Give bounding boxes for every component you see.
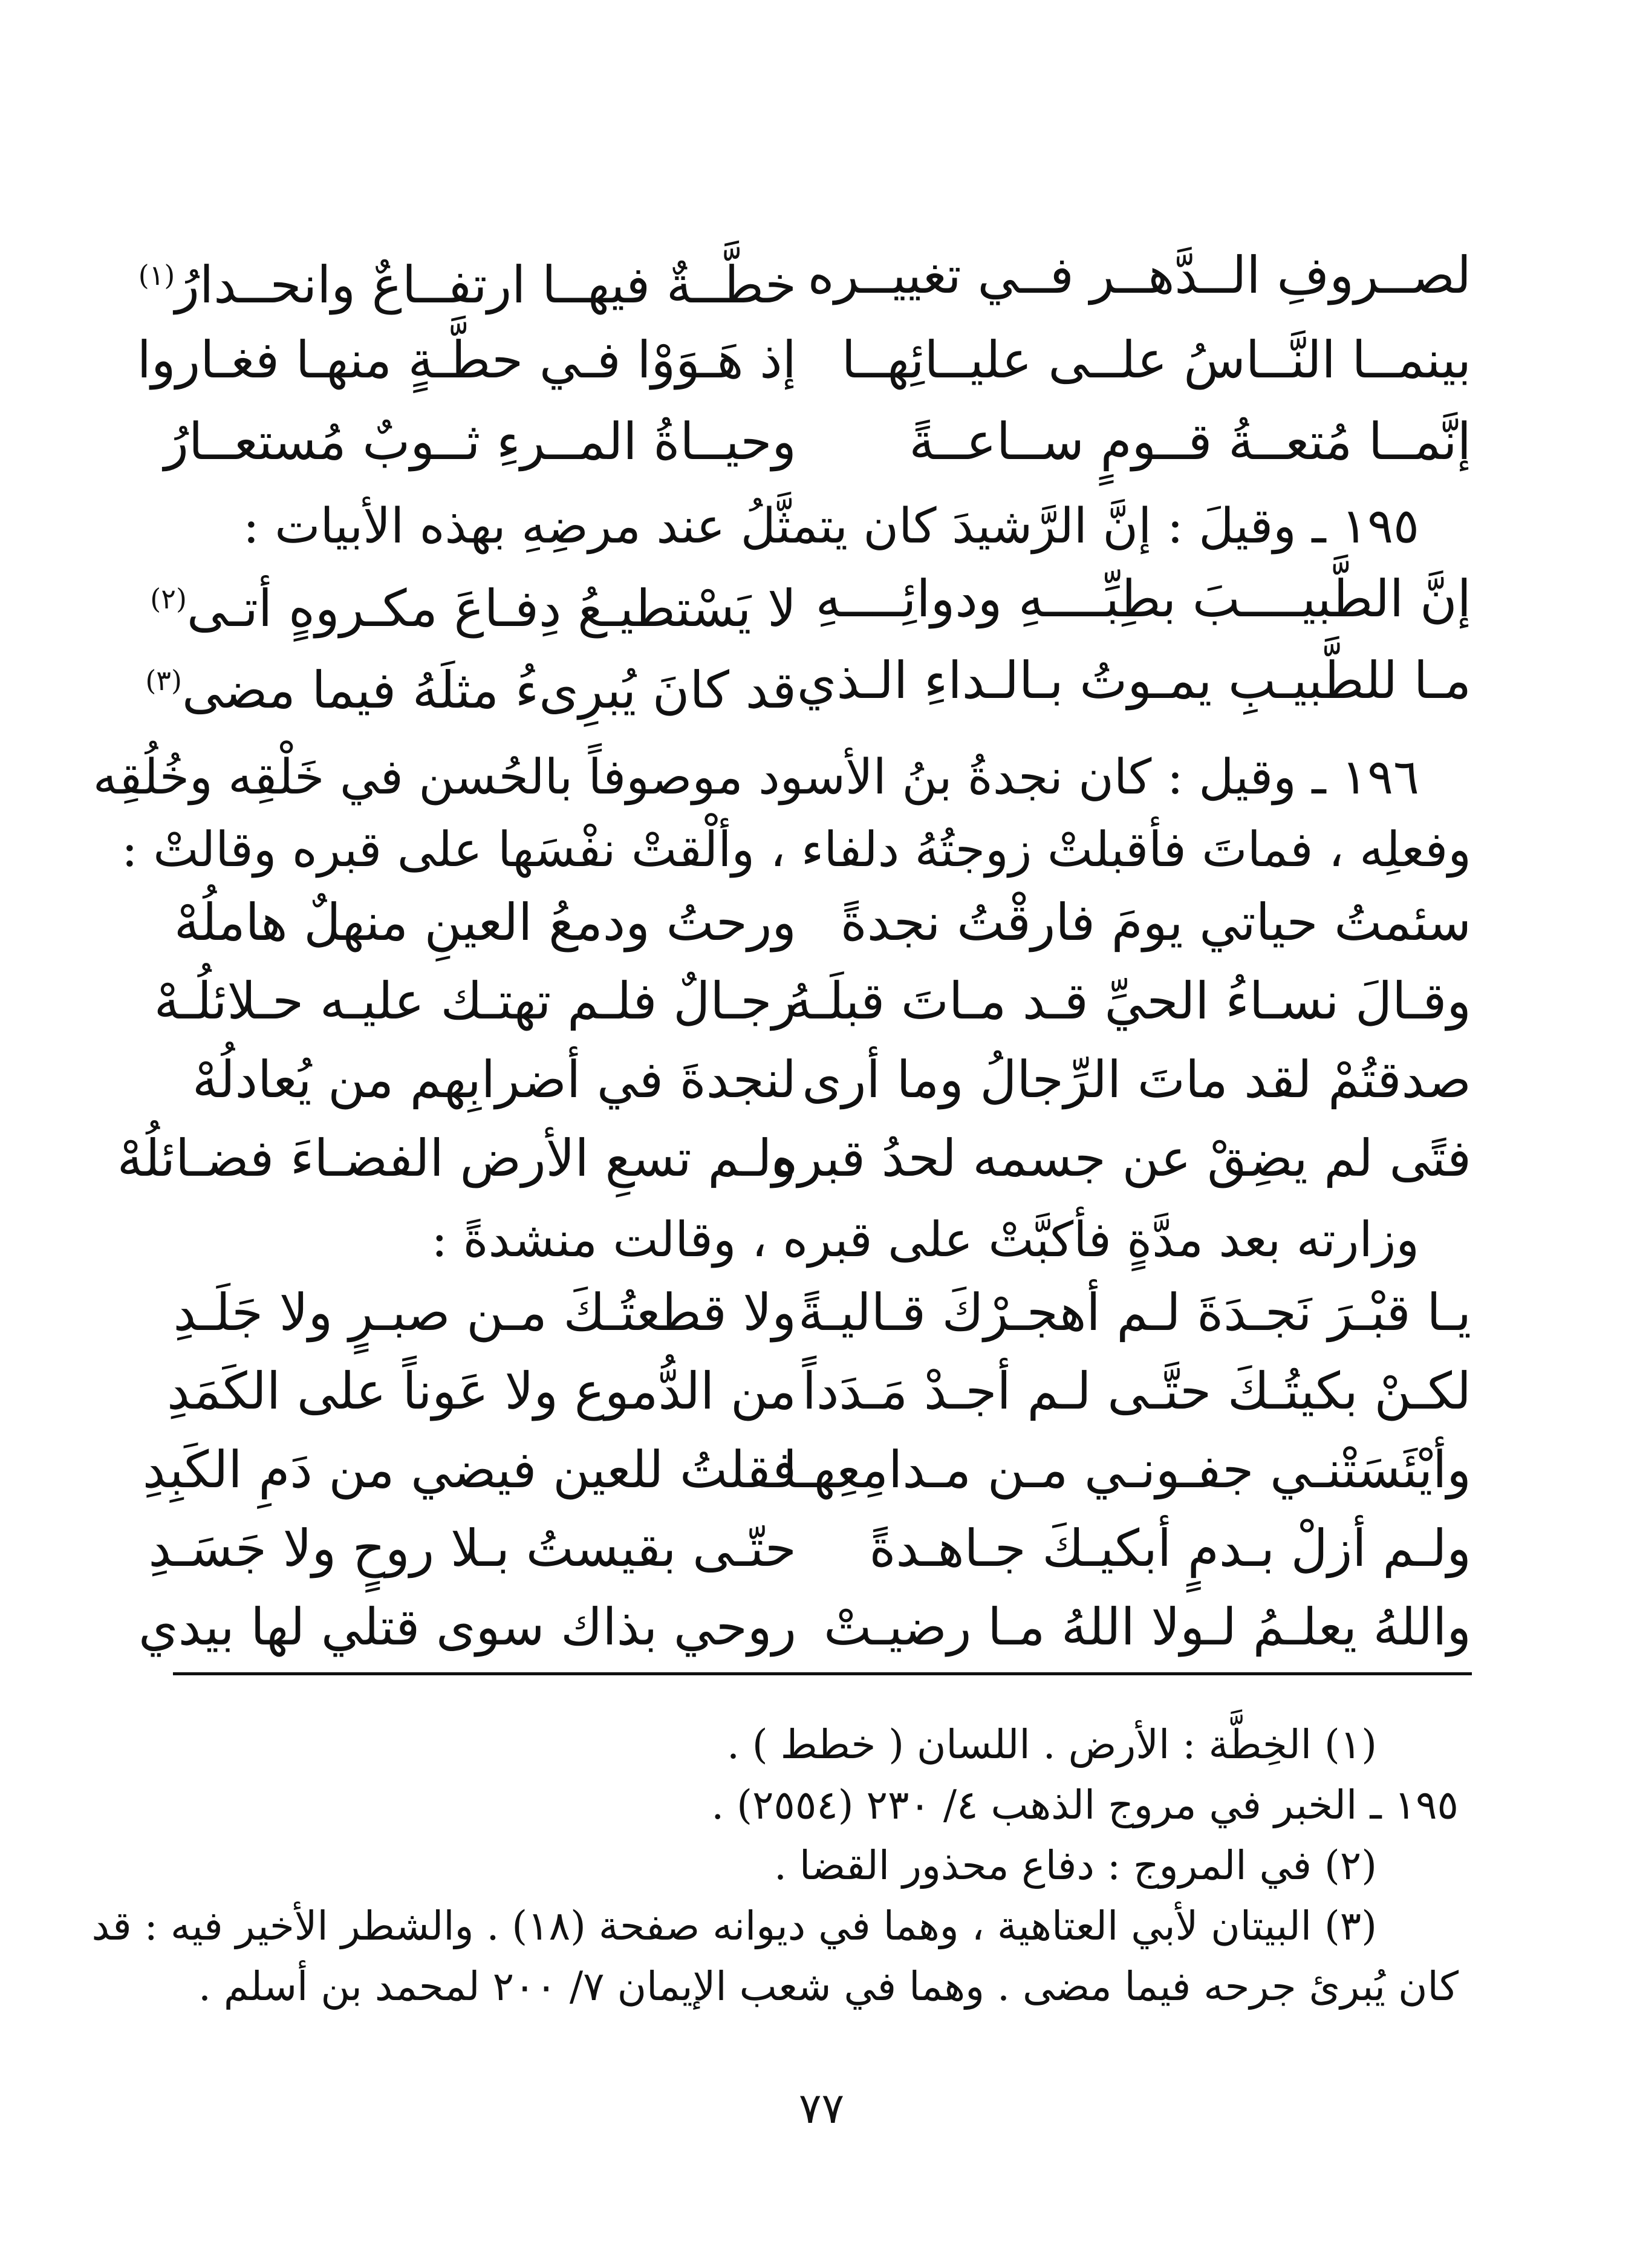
verse-right-hemistich: سئمتُ حياتي يومَ فارقْتُ نجدةً [840, 893, 1471, 952]
verse-right-hemistich: فتًى لم يضِقْ عن جسمه لحدُ قبره [771, 1129, 1471, 1188]
verse-left-hemistich: قد كانَ يُبرِىءُ مثلَهُ فيما مضى$^{(٣)}$ [145, 660, 796, 720]
verse-right-hemistich: مـا للطَّبيـبِ يمـوتُ بـالـداءِ الـذي [796, 651, 1471, 710]
verse-left-hemistich: روحي بذاك سوى قتلي لها بيدي [138, 1597, 796, 1657]
verse-left-hemistich: لا يَسْتطيـعُ دِفـاعَ مكـروهٍ أتـى$^{(٢)}$ [150, 579, 796, 638]
verse-right-hemistich: إنَّمــا مُتعــةُ قــومٍ ســاعــةً [909, 412, 1471, 471]
page-number: ٧٧ [798, 2084, 845, 2133]
paragraph-195: ١٩٥ ـ وقيلَ : إنَّ الرَّشيدَ كان يتمثَّلُ عند مرضِهِ بهذه الأبيات : [242, 498, 1419, 554]
verse-right-hemistich: إنَّ الطَّبيــــبَ بطِبِّــــهِ ودوائِــــهِ [815, 569, 1471, 628]
verse-left-hemistich: خطَّــةٌ فيهــا ارتفــاعٌ وانحــدارُ$^{(١)}$ [138, 255, 796, 314]
verse-left-hemistich: ولـم تسعِ الأرض الفضـاءَ فضـائلُهْ [117, 1129, 796, 1188]
footnote-marker: (٢) [150, 582, 187, 615]
footnote-separator [173, 1672, 1472, 1675]
verse-left-hemistich: ولا قطعتُـكَ مـن صبـرٍ ولا جَلَـدِ [173, 1283, 796, 1342]
verse-left-hemistich: فقلتُ للعين فيضي من دَمِ الكَبِدِ [142, 1440, 796, 1499]
verse-right-hemistich: يـا قبْـرَ نَجـدَةَ لـم أهجـرْكَ قـاليـةً [798, 1283, 1471, 1342]
verse-right-hemistich: وأيْئَسَتْنـي جفـونـي مـن مـدامِعِهـا [782, 1440, 1471, 1499]
footnote-3: (٣) البيتان لأبي العتاهية ، وهما في ديوانه صفحة (١٨) . والشطر الأخير فيه : قد [91, 1903, 1377, 1949]
verse-left-hemistich: لنجدةَ في أضرابِهم من يُعادلُهْ [192, 1050, 796, 1109]
footnote-3-continued: كان يُبرئ جرحه فيما مضى . وهما في شعب الإيمان ٧/ ٢٠٠ لمحمد بن أسلم . [198, 1963, 1459, 2010]
verse-left-hemistich: رجـالٌ فلـم تهتـك عليـه حـلائلُـهْ [154, 971, 796, 1031]
verse-right-hemistich: بينمــا النَّــاسُ علــى عليــائِهــا [841, 330, 1471, 389]
verse-left-hemistich: وحيــاةُ المــرءِ ثــوبٌ مُستعــارُ [164, 412, 796, 471]
verse-right-hemistich: واللهُ يعلـمُ لـولا اللهُ مـا رضيـتْ [824, 1597, 1471, 1657]
verse-left-hemistich: إذ هَـوَوْا فـي حطَّـةٍ منهـا فغـاروا [137, 330, 796, 389]
footnote-195: ١٩٥ ـ الخبر في مروج الذهب ٤/ ٢٣٠ (٢٥٥٤) . [711, 1782, 1459, 1828]
paragraph-visit: وزارته بعد مدَّةٍ فأكبَّتْ على قبره ، وقالت منشدةً : [431, 1211, 1419, 1268]
paragraph-196-line-2: وفعلِه ، فماتَ فأقبلتْ زوجتُهُ دلفاء ، وألْقتْ نفْسَها على قبره وقالتْ : [121, 821, 1471, 878]
verse-right-hemistich: وقـالَ نسـاءُ الحيِّ قـد مـاتَ قبلَـهُ [786, 971, 1471, 1031]
verse-left-hemistich: ورحتُ ودمعُ العينِ منهلٌ هاملُهْ [174, 893, 796, 952]
footnote-marker: (١) [138, 259, 175, 292]
footnote-marker: (٣) [145, 664, 182, 697]
paragraph-196-line-1: ١٩٦ ـ وقيل : كان نجدةُ بنُ الأسود موصوفاً بالحُسن في خَلْقِه وخُلُقِه [93, 749, 1419, 805]
verse-right-hemistich: ولـم أزلْ بـدمٍ أبكيـكَ جـاهـدةً [869, 1519, 1471, 1578]
verse-left-hemistich: من الدُّموع ولا عَوناً على الكَمَدِ [167, 1361, 796, 1421]
verse-right-hemistich: لصــروفِ الــدَّهــر فــي تغييــره [807, 246, 1471, 305]
footnote-2: (٢) في المروج : دفاع محذور القضا . [773, 1842, 1377, 1889]
verse-left-hemistich: حتّـى بقيستُ بـلا روحٍ ولا جَسَـدِ [148, 1519, 796, 1578]
footnote-1: (١) الخِطَّة : الأرض . اللسان ( خطط ) . [726, 1721, 1377, 1768]
verse-right-hemistich: لكـنْ بكيتُـكَ حتَّـى لـم أجـدْ مَـدَداً [802, 1361, 1471, 1421]
verse-right-hemistich: صدقتُمْ لقد ماتَ الرِّجالُ وما أرى [802, 1050, 1471, 1109]
